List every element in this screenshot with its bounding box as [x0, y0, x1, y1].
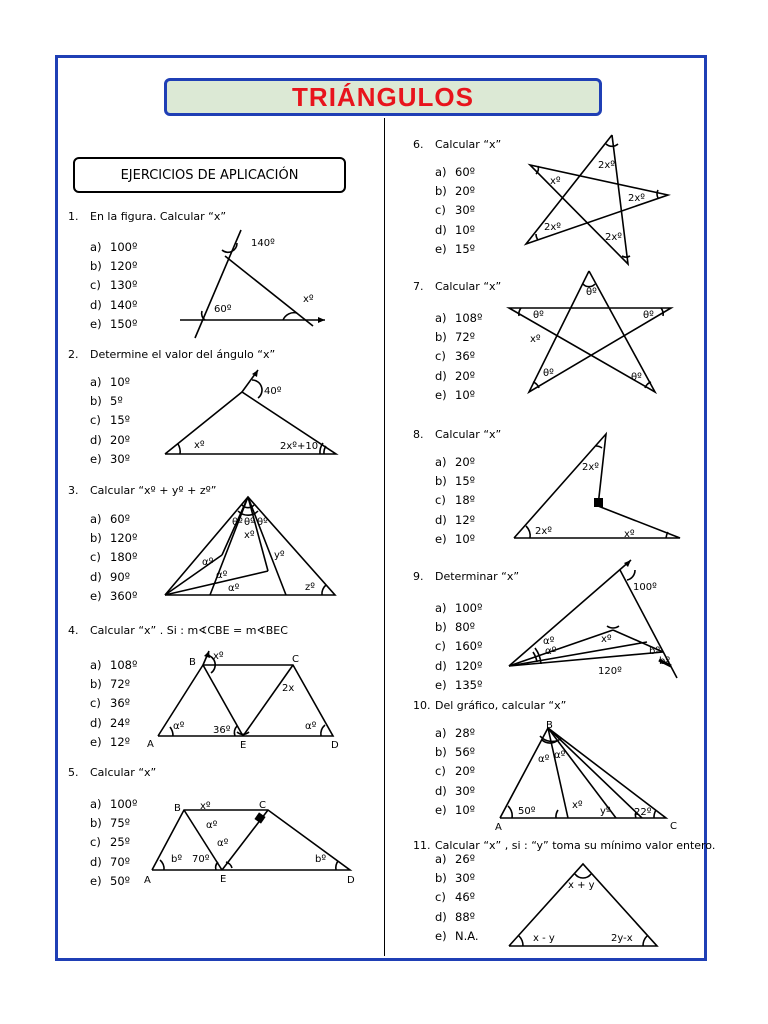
figure-label: D — [331, 740, 339, 751]
text: Calcular “x” . Si : m∢CBE = m∢BEC — [90, 624, 288, 637]
text: 12º — [455, 512, 476, 527]
figure-label: αº — [545, 646, 557, 657]
text: 6. — [413, 138, 424, 151]
figure-label: αº — [216, 570, 228, 581]
text: 100º — [110, 240, 138, 254]
figure-label: xº — [601, 634, 612, 645]
text: 140º — [110, 297, 138, 312]
option[interactable] — [90, 568, 137, 587]
figure-label: xº — [572, 800, 583, 811]
option-letter: b) — [435, 745, 447, 760]
option-letter: a) — [435, 311, 447, 325]
option-letter: d) — [90, 432, 102, 447]
option-letter: a) — [435, 726, 447, 740]
option-letter: a) — [90, 375, 102, 389]
text: 10º — [455, 531, 476, 546]
option-letter: e) — [435, 241, 447, 256]
text: 56º — [455, 745, 476, 760]
figure-label: xº — [213, 651, 224, 662]
option-letter: d) — [90, 854, 102, 869]
section-title: EJERCICIOS DE APLICACIÓN — [120, 167, 299, 183]
text: 5º — [110, 394, 123, 409]
figure-label: 2xº+10 — [280, 441, 319, 452]
section-header — [73, 157, 346, 193]
text: 15º — [455, 241, 476, 256]
option-letter: b) — [435, 184, 447, 199]
text: Calcular “x” — [435, 138, 502, 151]
text: Calcular “x” — [435, 280, 502, 293]
text: 80º — [455, 620, 476, 635]
figure-label: 70º — [192, 854, 210, 865]
text: 15º — [455, 474, 476, 489]
figure-label: A — [495, 822, 502, 833]
text: 88º — [455, 909, 476, 924]
text: 11. — [413, 839, 431, 852]
problem-9-figure — [505, 556, 685, 686]
figure-label: 120º — [598, 666, 622, 677]
text: 7. — [413, 280, 424, 293]
figure-label: αº — [543, 636, 555, 647]
text: 135º — [455, 677, 483, 692]
text: 50º — [110, 873, 131, 888]
problem-11-options — [435, 850, 479, 946]
option-letter: a) — [90, 240, 102, 254]
problem-6-figure — [520, 130, 670, 265]
option-letter: d) — [435, 783, 447, 798]
text: 28º — [455, 726, 476, 740]
option-letter: a) — [435, 455, 447, 469]
figure-label: αº — [538, 754, 550, 765]
figure-label: θº — [244, 517, 255, 528]
option[interactable] — [90, 510, 137, 529]
figure-label: xº — [194, 440, 205, 451]
problem-1-options — [90, 238, 137, 334]
text: 130º — [110, 278, 138, 293]
option-letter: c) — [90, 835, 101, 850]
problem-text: En la figura. Calcular “x” — [90, 210, 227, 223]
text: 20º — [110, 432, 131, 447]
option-letter: a) — [90, 797, 102, 811]
option[interactable] — [90, 675, 137, 694]
option-letter: d) — [90, 569, 102, 584]
text: 36º — [110, 696, 131, 711]
option[interactable] — [435, 618, 482, 637]
option[interactable] — [435, 328, 482, 347]
option[interactable] — [90, 315, 137, 334]
option[interactable] — [435, 782, 475, 801]
text: 4. — [68, 624, 79, 637]
option[interactable] — [435, 530, 475, 549]
option[interactable] — [435, 724, 475, 743]
figure-label: 40º — [264, 386, 282, 397]
option[interactable] — [435, 163, 475, 182]
problem-10-figure — [490, 718, 690, 836]
option[interactable] — [435, 869, 479, 888]
figure-label: B — [546, 720, 553, 731]
problem-2-statement — [68, 348, 275, 361]
figure-label: αº — [202, 557, 214, 568]
option[interactable] — [90, 411, 130, 430]
text: Calcular “x” — [90, 766, 157, 779]
text: 26º — [455, 852, 476, 866]
text: 72º — [455, 330, 476, 345]
option[interactable] — [90, 257, 137, 276]
figure-label: 2xº — [628, 193, 645, 204]
text: 108º — [455, 311, 483, 325]
figure-label: xº — [244, 530, 255, 541]
problem-1-figure — [175, 228, 335, 340]
option[interactable] — [435, 888, 479, 907]
option-letter: a) — [435, 601, 447, 615]
problem-7-options — [435, 309, 482, 405]
page-title: TRIÁNGULOS — [292, 81, 474, 112]
option[interactable] — [435, 599, 482, 618]
figure-label: αº — [554, 750, 566, 761]
problem-11-figure — [505, 858, 665, 950]
text: 20º — [455, 368, 476, 383]
option[interactable] — [90, 276, 137, 295]
problem-1-statement — [68, 210, 226, 223]
text: 10º — [455, 802, 476, 817]
text: 150º — [110, 316, 138, 331]
figure-label: A — [147, 739, 154, 750]
option-letter: a) — [90, 658, 102, 672]
option-letter: b) — [90, 394, 102, 409]
figure-label: θº — [643, 310, 654, 321]
text: 18º — [455, 493, 476, 508]
option-letter: d) — [90, 297, 102, 312]
text: 100º — [455, 601, 483, 615]
text: 120º — [455, 658, 483, 673]
problem-4-options — [90, 656, 137, 752]
text: 160º — [455, 639, 483, 654]
problem-2-figure — [160, 362, 345, 457]
figure-label: 22º — [634, 807, 652, 818]
option[interactable] — [435, 491, 475, 510]
figure-label: yº — [274, 550, 285, 561]
figure-label: 100º — [633, 582, 657, 593]
text: Determine el valor del ángulo “x” — [90, 348, 276, 361]
figure-label: 2x — [282, 683, 295, 694]
text: 10º — [110, 375, 131, 389]
option-letter: c) — [435, 349, 446, 364]
option-letter: e) — [90, 451, 102, 466]
problem-8-options — [435, 453, 475, 549]
problem-4-figure — [145, 645, 345, 753]
figure-label: x + y — [568, 880, 595, 891]
figure-label: xº — [530, 334, 541, 345]
text: 60º — [110, 512, 131, 526]
text: 20º — [455, 455, 476, 469]
option-letter: d) — [435, 222, 447, 237]
text: N.A. — [455, 928, 479, 943]
problem-6-statement — [413, 138, 501, 151]
option-letter: e) — [90, 873, 102, 888]
problem-number: 1. — [68, 210, 79, 223]
option[interactable] — [435, 908, 479, 927]
option-letter: c) — [90, 413, 101, 428]
text: 9. — [413, 570, 424, 583]
option-letter: b) — [435, 474, 447, 489]
figure-label: bº — [649, 646, 661, 657]
option-letter: d) — [435, 368, 447, 383]
option-letter: a) — [90, 512, 102, 526]
option-letter: e) — [435, 928, 447, 943]
option-letter: a) — [435, 165, 447, 179]
figure-label: 2xº — [535, 526, 552, 537]
problem-10-statement — [413, 699, 566, 712]
option-letter: b) — [435, 330, 447, 345]
text: 90º — [110, 569, 131, 584]
option[interactable] — [435, 801, 475, 820]
figure-label: 2xº — [582, 462, 599, 473]
text: 360º — [110, 588, 138, 603]
text: 20º — [455, 184, 476, 199]
figure-label: bº — [171, 854, 183, 865]
problem-9-statement — [413, 570, 519, 583]
option[interactable] — [435, 850, 479, 869]
option-letter: e) — [435, 387, 447, 402]
text: Calcular “x” , si : “y” toma su mínimo valor entero. — [435, 839, 716, 852]
text: 5. — [68, 766, 79, 779]
figure-label: E — [220, 874, 227, 885]
option[interactable] — [90, 694, 137, 713]
option-letter: b) — [435, 620, 447, 635]
figure-label: xº — [550, 176, 561, 187]
problem-3-figure — [160, 495, 340, 597]
option-letter: d) — [435, 512, 447, 527]
text: 70º — [110, 854, 131, 869]
figure-label: θº — [533, 310, 544, 321]
problem-7-statement — [413, 280, 501, 293]
figure-label: xº — [624, 529, 635, 540]
option[interactable] — [435, 309, 482, 328]
problem-7-figure — [505, 268, 675, 398]
text: 60º — [455, 165, 476, 179]
option-letter: c) — [435, 764, 446, 779]
option-letter: d) — [435, 909, 447, 924]
option-letter: e) — [90, 316, 102, 331]
option-letter: b) — [435, 871, 447, 886]
figure-label: x - y — [533, 933, 555, 944]
text: 8. — [413, 428, 424, 441]
figure-label: 2xº — [605, 232, 622, 243]
option-letter: b) — [90, 259, 102, 274]
option-letter: c) — [435, 639, 446, 654]
angle-label: 60º — [214, 304, 232, 315]
title-banner — [164, 78, 602, 116]
text: 10º — [455, 222, 476, 237]
figure-label: 36º — [213, 725, 231, 736]
option[interactable] — [435, 657, 482, 676]
figure-label: B — [189, 657, 196, 668]
figure-label: E — [240, 740, 247, 751]
option[interactable] — [90, 656, 137, 675]
option[interactable] — [435, 472, 475, 491]
problem-3-options — [90, 510, 137, 606]
figure-label: αº — [217, 838, 229, 849]
figure-label: θº — [257, 517, 268, 528]
text: 120º — [110, 531, 138, 546]
problem-10-options — [435, 724, 475, 820]
text: 25º — [110, 835, 131, 850]
problem-5-figure — [142, 798, 357, 886]
option-letter: c) — [435, 493, 446, 508]
option[interactable] — [90, 529, 137, 548]
option-letter: b) — [90, 531, 102, 546]
text: 10º — [455, 387, 476, 402]
text: Del gráfico, calcular “x” — [435, 699, 567, 712]
text: 100º — [110, 797, 138, 811]
option-letter: c) — [435, 890, 446, 905]
problem-4-statement — [68, 624, 288, 637]
column-divider — [384, 118, 385, 956]
figure-label: zº — [305, 582, 315, 593]
option[interactable] — [90, 450, 130, 469]
option[interactable] — [435, 240, 475, 259]
angle-label: 140º — [251, 238, 275, 249]
figure-label: A — [144, 875, 151, 886]
option-letter: d) — [90, 715, 102, 730]
text: 36º — [455, 349, 476, 364]
text: 46º — [455, 890, 476, 905]
text: Determinar “x” — [435, 570, 520, 583]
option[interactable] — [90, 587, 137, 606]
option[interactable] — [90, 373, 130, 392]
option[interactable] — [435, 182, 475, 201]
figure-label: yº — [600, 806, 611, 817]
text: 30º — [455, 783, 476, 798]
option[interactable] — [90, 795, 137, 814]
problem-8-statement — [413, 428, 501, 441]
angle-label: xº — [303, 294, 314, 305]
option-letter: a) — [435, 852, 447, 866]
option[interactable] — [435, 637, 482, 656]
option[interactable] — [90, 714, 137, 733]
figure-label: C — [259, 800, 266, 811]
option-letter: b) — [90, 677, 102, 692]
text: 10. — [413, 699, 431, 712]
figure-label: xº — [200, 801, 211, 812]
problem-2-options — [90, 373, 130, 469]
option[interactable] — [90, 853, 137, 872]
option[interactable] — [90, 431, 130, 450]
text: 30º — [455, 871, 476, 886]
figure-label: D — [347, 875, 355, 886]
figure-label: αº — [228, 583, 240, 594]
option-letter: b) — [90, 816, 102, 831]
problem-8-figure — [510, 430, 685, 542]
figure-label: θº — [543, 368, 554, 379]
text: 120º — [110, 259, 138, 274]
figure-label: 50º — [518, 806, 536, 817]
figure-label: B — [174, 803, 181, 814]
option-letter: c) — [90, 278, 101, 293]
option-letter: c) — [90, 550, 101, 565]
option[interactable] — [435, 762, 475, 781]
figure-label: θº — [631, 372, 642, 383]
option-letter: d) — [435, 658, 447, 673]
option[interactable] — [435, 511, 475, 530]
problem-5-statement — [68, 766, 156, 779]
option[interactable] — [90, 548, 137, 567]
option[interactable] — [435, 221, 475, 240]
option[interactable] — [90, 392, 130, 411]
text: 75º — [110, 816, 131, 831]
option[interactable] — [90, 872, 137, 891]
option[interactable] — [435, 386, 482, 405]
text: 72º — [110, 677, 131, 692]
option[interactable] — [435, 201, 475, 220]
figure-label: 2xº — [544, 222, 561, 233]
figure-label: αº — [206, 820, 218, 831]
figure-label: αº — [305, 721, 317, 732]
figure-label: αº — [173, 721, 185, 732]
problem-6-options — [435, 163, 475, 259]
option-letter: e) — [90, 734, 102, 749]
text: 2. — [68, 348, 79, 361]
problem-5-options — [90, 795, 137, 891]
option[interactable] — [435, 347, 482, 366]
figure-label: bº — [659, 656, 671, 667]
text: 3. — [68, 484, 79, 497]
text: 180º — [110, 550, 138, 565]
option[interactable] — [90, 814, 137, 833]
text: 12º — [110, 734, 131, 749]
text: 108º — [110, 658, 138, 672]
option-letter: e) — [435, 802, 447, 817]
figure-label: C — [292, 654, 299, 665]
option[interactable] — [435, 676, 482, 695]
option[interactable] — [90, 296, 137, 315]
option-letter: c) — [90, 696, 101, 711]
option-letter: e) — [435, 531, 447, 546]
figure-label: 2y-x — [611, 933, 633, 944]
figure-label: bº — [315, 854, 327, 865]
text: 24º — [110, 715, 131, 730]
option-letter: e) — [435, 677, 447, 692]
figure-label: C — [670, 821, 677, 832]
option[interactable] — [435, 367, 482, 386]
figure-label: θº — [232, 517, 243, 528]
text: 15º — [110, 413, 131, 428]
figure-label: 2xº — [598, 160, 615, 171]
option[interactable] — [435, 453, 475, 472]
text: Calcular “xº + yº + zº” — [90, 484, 217, 497]
option[interactable] — [90, 833, 137, 852]
option[interactable] — [90, 733, 137, 752]
option[interactable] — [435, 927, 479, 946]
option[interactable] — [90, 238, 137, 257]
text: 30º — [455, 203, 476, 218]
option[interactable] — [435, 743, 475, 762]
figure-label: θº — [586, 287, 597, 298]
text: 30º — [110, 451, 131, 466]
text: Calcular “x” — [435, 428, 502, 441]
problem-9-options — [435, 599, 482, 695]
option-letter: c) — [435, 203, 446, 218]
text: 20º — [455, 764, 476, 779]
option-letter: e) — [90, 588, 102, 603]
